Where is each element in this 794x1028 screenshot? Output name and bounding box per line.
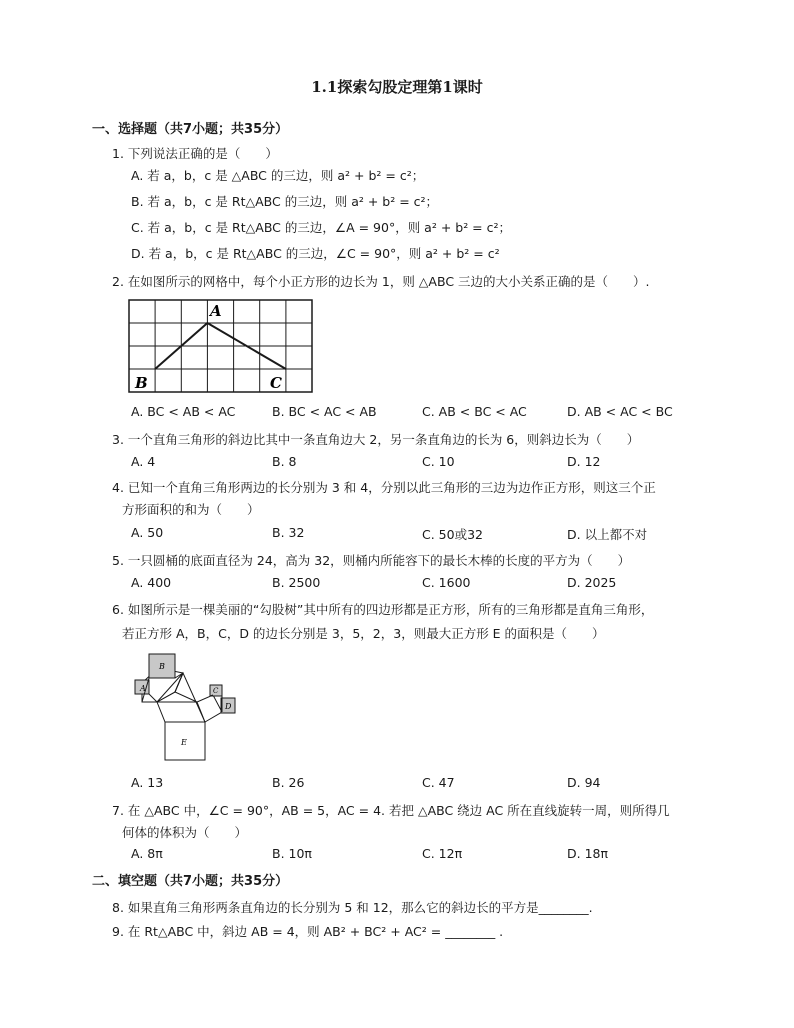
section-heading-fill-in: 二、填空题（共7小题；共35分） [92,874,289,889]
question-3-choice-b: B. 8 [272,454,297,469]
figure-label-b: B [135,374,148,392]
question-4-choice-a: A. 50 [131,525,164,540]
question-6-choice-a: A. 13 [131,775,164,790]
question-4-choice-c: C. 50或32 [422,527,483,542]
question-6-choice-c: C. 47 [422,775,455,790]
tree-label-e: E [181,738,187,747]
tree-label-c: C [213,687,219,695]
question-6-stem-line2: 若正方形 A，B，C，D 的边长分别是 3，5，2，3，则最大正方形 E 的面积是（ ） [122,626,605,641]
question-2-stem: 2. 在如图所示的网格中，每个小正方形的边长为 1，则 △ABC 三边的大小关系正确的是（ ）. [112,274,650,289]
question-1-option-c: C. 若 a，b，c 是 Rt△ABC 的三边，∠A = 90°，则 a² + b² = c²； [131,220,512,235]
tree-label-a: A [140,684,146,693]
grid-triangle-figure [126,296,316,396]
question-1-option-a: A. 若 a，b，c 是 △ABC 的三边，则 a² + b² = c²； [131,168,425,183]
question-9-stem: 9. 在 Rt△ABC 中，斜边 AB = 4，则 AB² + BC² + AC² = ________ . [112,924,504,939]
question-5-choice-c: C. 1600 [422,575,471,590]
question-7-choice-c: C. 12π [422,846,463,861]
question-5-choice-b: B. 2500 [272,575,321,590]
question-7-choice-b: B. 10π [272,846,312,861]
question-6-choice-b: B. 26 [272,775,305,790]
question-3-stem: 3. 一个直角三角形的斜边比其中一条直角边大 2，另一条直角边的长为 6，则斜边长为（ ） [112,432,640,447]
question-3-choice-d: D. 12 [567,454,601,469]
question-7-choice-a: A. 8π [131,846,163,861]
question-1-option-b: B. 若 a，b，c 是 Rt△ABC 的三边，则 a² + b² = c²； [131,194,439,209]
tree-label-b: B [159,662,165,671]
question-5-choice-a: A. 400 [131,575,172,590]
question-2-choice-a: A. BC < AB < AC [131,404,236,419]
question-5-choice-d: D. 2025 [567,575,617,590]
question-3-choice-a: A. 4 [131,454,156,469]
question-2-choice-c: C. AB < BC < AC [422,404,527,419]
question-6-choice-d: D. 94 [567,775,601,790]
page-title: 1.1探索勾股定理第1课时 [311,78,483,96]
question-2-choice-b: B. BC < AC < AB [272,404,377,419]
question-2-choice-d: D. AB < AC < BC [567,404,673,419]
question-7-stem-line2: 何体的体积为（ ） [122,825,248,840]
figure-label-a: A [210,302,222,320]
question-3-choice-c: C. 10 [422,454,455,469]
section-heading-choice: 一、选择题（共7小题；共35分） [92,122,289,137]
question-7-choice-d: D. 18π [567,846,609,861]
question-4-choice-b: B. 32 [272,525,305,540]
question-1-stem: 1. 下列说法正确的是（ ） [112,146,278,161]
question-4-stem-line2: 方形面积的和为（ ） [122,502,260,517]
question-4-stem-line1: 4. 已知一个直角三角形两边的长分别为 3 和 4，分别以此三角形的三边为边作正方形，则这三个正 [112,480,656,495]
question-6-stem-line1: 6. 如图所示是一棵美丽的“勾股树”其中所有的四边形都是正方形，所有的三角形都是直角三角形， [112,602,654,617]
pythagoras-tree-figure [128,650,243,765]
tree-label-d: D [225,702,232,711]
figure-label-c: C [270,374,282,392]
question-1-option-d: D. 若 a，b，c 是 Rt△ABC 的三边，∠C = 90°，则 a² + b² = c² [131,246,500,261]
question-5-stem: 5. 一只圆桶的底面直径为 24，高为 32，则桶内所能容下的最长木棒的长度的平方为（ ） [112,553,631,568]
question-8-stem: 8. 如果直角三角形两条直角边的长分别为 5 和 12，那么它的斜边长的平方是________. [112,900,593,915]
question-7-stem-line1: 7. 在 △ABC 中，∠C = 90°，AB = 5，AC = 4. 若把 △ABC 绕边 AC 所在直线旋转一周，则所得几 [112,803,670,818]
question-4-choice-d: D. 以上都不对 [567,527,648,542]
